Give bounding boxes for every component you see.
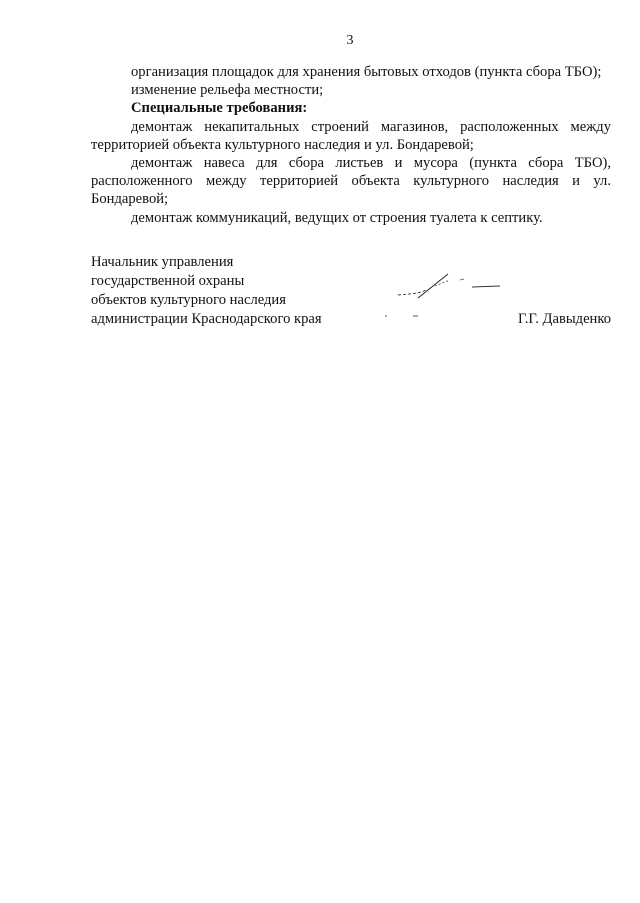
signatory-title-line-1: Начальник управления (91, 254, 234, 270)
paragraph-canopy-demolition: демонтаж навеса для сбора листьев и мусора (пункта сбора ТБО), расположенного между территорией объекта культурного наследия и ул. Бондаревой; (91, 155, 611, 208)
signature-block (91, 253, 611, 329)
paragraph-waste-site: организация площадок для хранения бытовых отходов (пункта сбора ТБО); (131, 64, 602, 80)
special-requirements-heading: Специальные требования: (131, 100, 308, 117)
paragraph-communications-demolition: демонтаж коммуникаций, ведущих от строения туалета к септику. (131, 209, 543, 226)
handwritten-signature-image (380, 268, 510, 323)
signatory-title-line-2: государственной охраны (91, 273, 245, 289)
paragraph-shops-demolition: демонтаж некапитальных строений магазинов, расположенных между территорией объекта культурного наследия и ул. Бондаревой; (91, 118, 611, 153)
signatory-name: Г.Г. Давыденко (517, 311, 611, 327)
paragraph-relief-change: изменение рельефа местности; (131, 82, 324, 99)
signatory-title-line-3: объектов культурного наследия (91, 292, 286, 308)
document-body (91, 63, 611, 227)
page-number: 3 (346, 33, 354, 48)
signatory-title-line-4: администрации Краснодарского края (91, 311, 322, 327)
